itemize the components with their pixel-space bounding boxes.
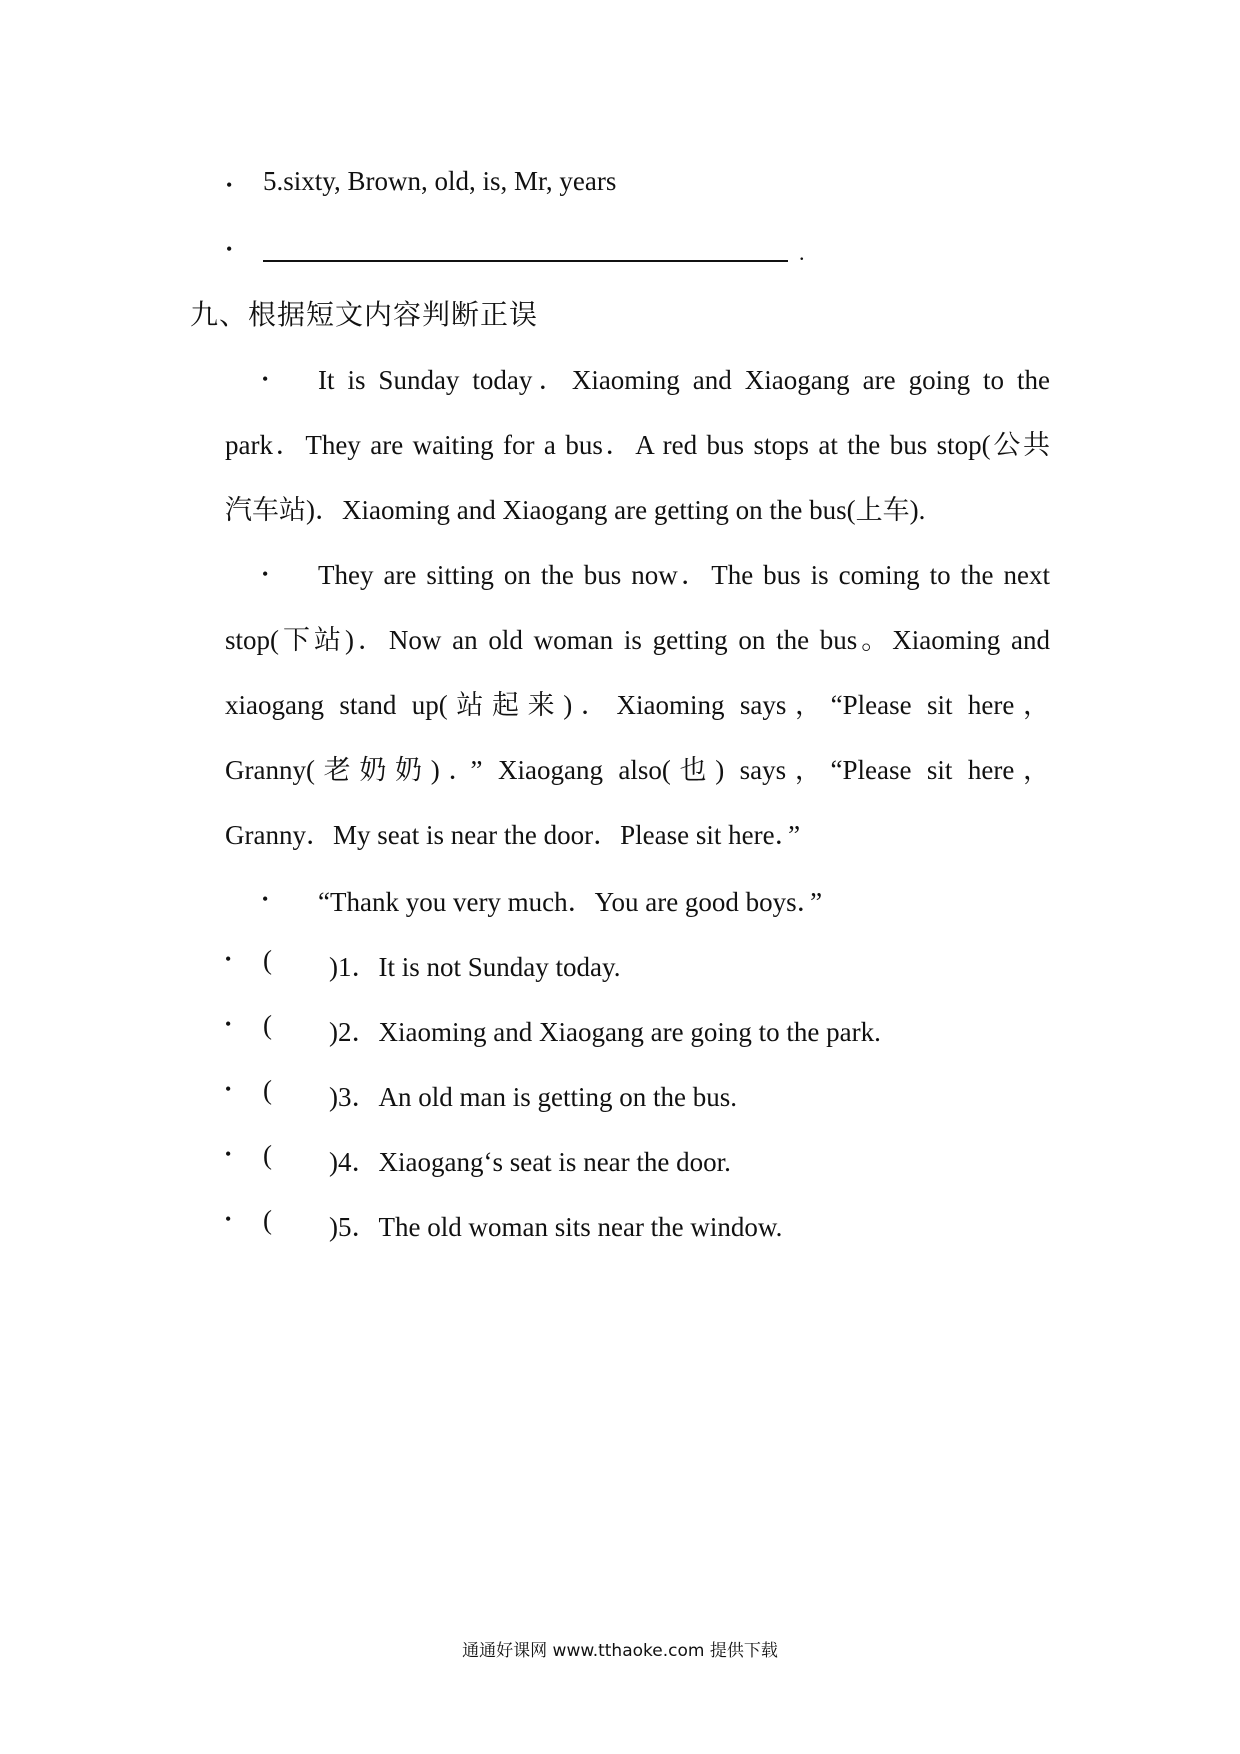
passage-line: park．They are waiting for a bus．A red bus stops at the bus stop(公共 bbox=[225, 430, 1050, 460]
list-bullet: • bbox=[225, 1014, 232, 1034]
list-bullet: • bbox=[225, 1079, 232, 1099]
passage-paragraph-3: “Thank you very much．You are good boys．” bbox=[318, 887, 823, 917]
passage-line: They are sitting on the bus now．The bus is coming to the next bbox=[318, 560, 1050, 590]
reorder-item-5: 5.sixty, Brown, old, is, Mr, years bbox=[263, 166, 617, 196]
list-bullet: • bbox=[225, 1144, 232, 1164]
list-bullet: • bbox=[225, 1209, 232, 1229]
answer-paren-open: ( bbox=[263, 945, 272, 975]
answer-paren-open: ( bbox=[263, 1205, 272, 1235]
list-bullet: • bbox=[226, 175, 233, 195]
answer-paren-open: ( bbox=[263, 1075, 272, 1105]
passage-line: stop(下站)．Now an old woman is getting on the bus。Xiaoming and bbox=[225, 625, 1050, 655]
list-bullet: • bbox=[262, 369, 269, 389]
passage-paragraph-2 bbox=[225, 543, 1050, 868]
section-title: 九、根据短文内容判断正误 bbox=[190, 298, 539, 331]
list-bullet: • bbox=[262, 564, 269, 584]
judge-statement-text: )5．The old woman sits near the window. bbox=[329, 1212, 783, 1242]
passage-line: Granny．My seat is near the door．Please sit here．” bbox=[225, 820, 801, 850]
judge-statement-text: )3．An old man is getting on the bus. bbox=[329, 1082, 737, 1112]
list-bullet: • bbox=[225, 949, 232, 969]
passage-paragraph-1 bbox=[225, 348, 1050, 543]
answer-blank-line bbox=[263, 260, 788, 262]
answer-paren-open: ( bbox=[263, 1140, 272, 1170]
passage-line: Granny(老奶奶)．” Xiaogang also(也) says，“Please sit here， bbox=[225, 755, 1050, 785]
answer-paren-open: ( bbox=[263, 1010, 272, 1040]
judge-statement-text: )1．It is not Sunday today. bbox=[329, 952, 621, 982]
judge-statement-text: )2．Xiaoming and Xiaogang are going to the park. bbox=[329, 1017, 881, 1047]
list-bullet: • bbox=[226, 239, 233, 259]
page-footer: 通通好课网 www.tthaoke.com 提供下载 bbox=[462, 1641, 778, 1661]
list-bullet: • bbox=[262, 889, 269, 909]
passage-line: 汽车站)．Xiaoming and Xiaogang are getting on the bus(上车). bbox=[225, 495, 926, 525]
passage-line: xiaogang stand up(站起来)．Xiaoming says，“Please sit here， bbox=[225, 690, 1050, 720]
answer-period: . bbox=[799, 240, 805, 265]
judge-statement-text: )4．Xiaogang‘s seat is near the door. bbox=[329, 1147, 731, 1177]
passage-line: It is Sunday today．Xiaoming and Xiaogang are going to the bbox=[318, 365, 1050, 395]
